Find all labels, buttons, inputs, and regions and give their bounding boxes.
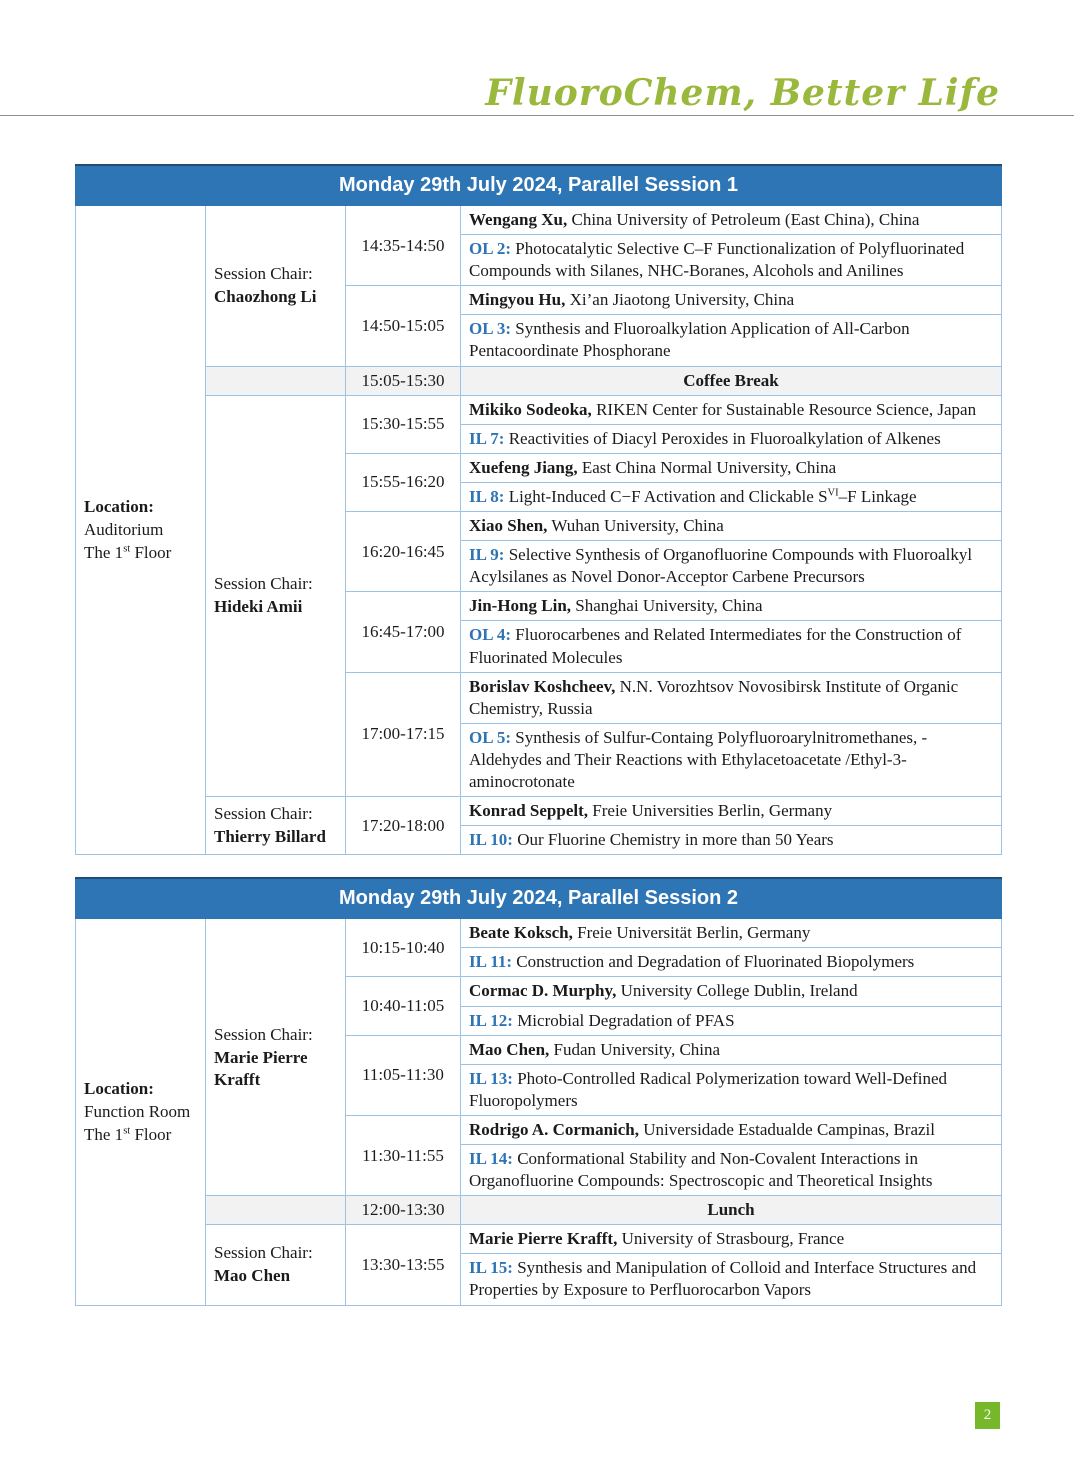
talk-code: IL 10: xyxy=(469,830,513,850)
speaker-name: Cormac D. Murphy, xyxy=(469,981,617,1001)
break-label: Coffee Break xyxy=(461,366,1002,395)
talk-title-cell xyxy=(461,1254,1002,1305)
talk-title-cell xyxy=(461,948,1002,977)
session-table xyxy=(75,164,1001,855)
speaker-cell xyxy=(461,1115,1002,1144)
session-chair-name: Chaozhong Li xyxy=(214,287,317,307)
talk-title-cell xyxy=(461,723,1002,796)
talk-code: OL 5: xyxy=(469,727,512,747)
speaker-cell xyxy=(461,512,1002,541)
talk-title: Microbial Degradation of PFAS xyxy=(512,1010,735,1030)
speaker-name: Wengang Xu, xyxy=(469,210,568,229)
time-cell: 15:30-15:55 xyxy=(346,395,461,453)
speaker-affiliation: East China Normal University, China xyxy=(577,457,837,477)
speaker-affiliation: N.N. Vorozhtsov Novosibirsk Institute of Organic Chemistry, Russia xyxy=(469,676,959,718)
location-floor: The 1st Floor xyxy=(84,543,172,563)
fluorochem-logo: FluoroChem, Better Life xyxy=(485,72,1000,114)
speaker-name: Xuefeng Jiang, xyxy=(469,457,578,477)
session-chair-empty-cell xyxy=(206,366,346,395)
session-chair-label: Session Chair: xyxy=(214,264,313,284)
speaker-affiliation: Xi’an Jiaotong University, China xyxy=(565,290,795,310)
time-cell: 12:00-13:30 xyxy=(346,1196,461,1225)
speaker-name: Jin-Hong Lin, xyxy=(469,596,572,616)
speaker-cell xyxy=(461,206,1002,235)
speaker-name: Mao Chen, xyxy=(469,1039,550,1059)
talk-title: Our Fluorine Chemistry in more than 50 Years xyxy=(512,830,834,850)
speaker-affiliation: Universidade Estadualde Campinas, Brazil xyxy=(639,1119,935,1139)
time-cell: 16:20-16:45 xyxy=(346,512,461,592)
talk-title-cell xyxy=(461,541,1002,592)
talk-title-cell xyxy=(461,235,1002,286)
talk-code: IL 13: xyxy=(469,1068,513,1088)
talk-code: IL 14: xyxy=(469,1149,513,1168)
speaker-cell xyxy=(461,672,1002,723)
talk-title: Synthesis of Sulfur-Containg Polyfluoroarylnitromethanes, -Aldehydes and Their Reactions with Ethylacetoacetate /Ethyl-3-aminocrotonate xyxy=(469,727,928,791)
location-label: Location: xyxy=(84,1078,154,1098)
talk-code: IL 9: xyxy=(469,545,505,565)
speaker-affiliation: Shanghai University, China xyxy=(571,596,763,616)
header-divider xyxy=(0,115,1074,116)
talk-title: Conformational Stability and Non-Covalent Interactions in Organofluorine Compounds: Spectroscopic and Theoretical Insights xyxy=(469,1149,933,1191)
speaker-cell xyxy=(461,286,1002,315)
session-chair-name: Thierry Billard xyxy=(214,827,326,847)
speaker-name: Marie Pierre Krafft, xyxy=(469,1229,618,1249)
session-title: Monday 29th July 2024, Parallel Session 2 xyxy=(76,878,1002,919)
session-tables-container xyxy=(75,164,1001,1328)
session-chair-label: Session Chair: xyxy=(214,574,313,594)
talk-title-cell xyxy=(461,621,1002,672)
location-cell xyxy=(76,919,206,1305)
time-cell: 15:55-16:20 xyxy=(346,453,461,511)
session-chair-name: Marie Pierre Krafft xyxy=(214,1047,308,1089)
program-table xyxy=(75,164,1002,855)
talk-code: IL 11: xyxy=(469,952,512,972)
talk-code: IL 15: xyxy=(469,1258,513,1278)
talk-title-cell xyxy=(461,1006,1002,1035)
speaker-affiliation: Wuhan University, China xyxy=(547,516,724,536)
talk-title: Light-Induced C−F Activation and Clickable $S^{VI}-F$ Linkage xyxy=(504,486,917,506)
time-cell: 11:05-11:30 xyxy=(346,1035,461,1115)
session-title: Monday 29th July 2024, Parallel Session 1 xyxy=(76,165,1002,206)
time-cell: 14:50-15:05 xyxy=(346,286,461,366)
speaker-cell xyxy=(461,797,1002,826)
location-room: Auditorium xyxy=(84,520,164,540)
time-cell: 10:40-11:05 xyxy=(346,977,461,1035)
talk-title-cell xyxy=(461,315,1002,366)
talk-title: Photocatalytic Selective C–F Functionalization of Polyfluorinated Compounds with Silanes, NHC-Boranes, Alcohols and Anilines xyxy=(469,239,965,281)
break-label: Lunch xyxy=(461,1196,1002,1225)
talk-title-cell xyxy=(461,1064,1002,1115)
location-cell xyxy=(76,206,206,855)
talk-title-cell xyxy=(461,826,1002,855)
talk-title: Synthesis and Fluoroalkylation Application of All-Carbon Pentacoordinate Phosphorane xyxy=(469,319,910,361)
talk-code: IL 8: xyxy=(469,486,505,506)
time-cell: 13:30-13:55 xyxy=(346,1225,461,1305)
speaker-name: Konrad Seppelt, xyxy=(469,801,589,821)
speaker-cell xyxy=(461,453,1002,482)
speaker-name: Mingyou Hu, xyxy=(469,290,566,310)
time-cell: 17:00-17:15 xyxy=(346,672,461,796)
speaker-cell xyxy=(461,977,1002,1006)
speaker-name: Mikiko Sodeoka, xyxy=(469,399,592,419)
speaker-affiliation: RIKEN Center for Sustainable Resource Science, Japan xyxy=(591,399,977,419)
session-chair-cell xyxy=(206,797,346,855)
speaker-affiliation: University of Strasbourg, France xyxy=(617,1229,845,1249)
session-chair-name: Hideki Amii xyxy=(214,597,303,617)
location-floor: The 1st Floor xyxy=(84,1124,172,1144)
session-chair-name: Mao Chen xyxy=(214,1266,291,1286)
session-chair-label: Session Chair: xyxy=(214,1243,313,1263)
talk-title: Photo-Controlled Radical Polymerization toward Well-Defined Fluoropolymers xyxy=(469,1068,948,1110)
page-number-badge: 2 xyxy=(975,1402,1000,1429)
time-cell: 11:30-11:55 xyxy=(346,1115,461,1195)
session-table xyxy=(75,877,1001,1305)
talk-title: Construction and Degradation of Fluorinated Biopolymers xyxy=(512,952,915,972)
speaker-cell xyxy=(461,395,1002,424)
time-cell: 15:05-15:30 xyxy=(346,366,461,395)
time-cell: 14:35-14:50 xyxy=(346,206,461,286)
program-table xyxy=(75,877,1002,1305)
talk-code: IL 7: xyxy=(469,428,505,448)
speaker-name: Beate Koksch, xyxy=(469,923,573,943)
session-chair-cell xyxy=(206,1225,346,1305)
session-chair-label: Session Chair: xyxy=(214,1024,313,1044)
session-chair-cell xyxy=(206,206,346,367)
talk-code: OL 4: xyxy=(469,625,512,645)
talk-title: Fluorocarbenes and Related Intermediates for the Construction of Fluorinated Molecules xyxy=(469,625,962,667)
session-chair-cell xyxy=(206,919,346,1196)
speaker-affiliation: University College Dublin, Ireland xyxy=(616,981,858,1001)
session-chair-cell xyxy=(206,395,346,796)
speaker-cell xyxy=(461,919,1002,948)
speaker-affiliation: Freie Universität Berlin, Germany xyxy=(572,923,811,943)
speaker-cell xyxy=(461,592,1002,621)
talk-code: OL 3: xyxy=(469,319,512,339)
talk-title-cell xyxy=(461,424,1002,453)
location-room: Function Room xyxy=(84,1101,191,1121)
talk-title: Synthesis and Manipulation of Colloid and Interface Structures and Properties by Exposure to Perfluorocarbon Vapors xyxy=(469,1258,977,1300)
speaker-affiliation: Freie Universities Berlin, Germany xyxy=(588,801,833,821)
speaker-name: Xiao Shen, xyxy=(469,516,548,536)
time-cell: 17:20-18:00 xyxy=(346,797,461,855)
location-label: Location: xyxy=(84,496,154,516)
speaker-cell xyxy=(461,1035,1002,1064)
talk-code: IL 12: xyxy=(469,1010,513,1030)
speaker-cell xyxy=(461,1225,1002,1254)
talk-code: OL 2: xyxy=(469,239,512,259)
speaker-name: Rodrigo A. Cormanich, xyxy=(469,1119,639,1139)
session-chair-empty-cell xyxy=(206,1196,346,1225)
time-cell: 10:15-10:40 xyxy=(346,919,461,977)
talk-title: Reactivities of Diacyl Peroxides in Fluoroalkylation of Alkenes xyxy=(504,428,941,448)
talk-title-cell xyxy=(461,482,1002,511)
time-cell: 16:45-17:00 xyxy=(346,592,461,672)
speaker-name: Borislav Koshcheev, xyxy=(469,676,616,696)
speaker-affiliation: Fudan University, China xyxy=(549,1039,721,1059)
talk-title: Selective Synthesis of Organofluorine Compounds with Fluoroalkyl Acylsilanes as Novel Donor-Acceptor Carbene Precursors xyxy=(469,545,973,587)
session-chair-label: Session Chair: xyxy=(214,804,313,824)
speaker-affiliation: China University of Petroleum (East China), China xyxy=(567,210,920,229)
talk-title-cell xyxy=(461,1145,1002,1196)
